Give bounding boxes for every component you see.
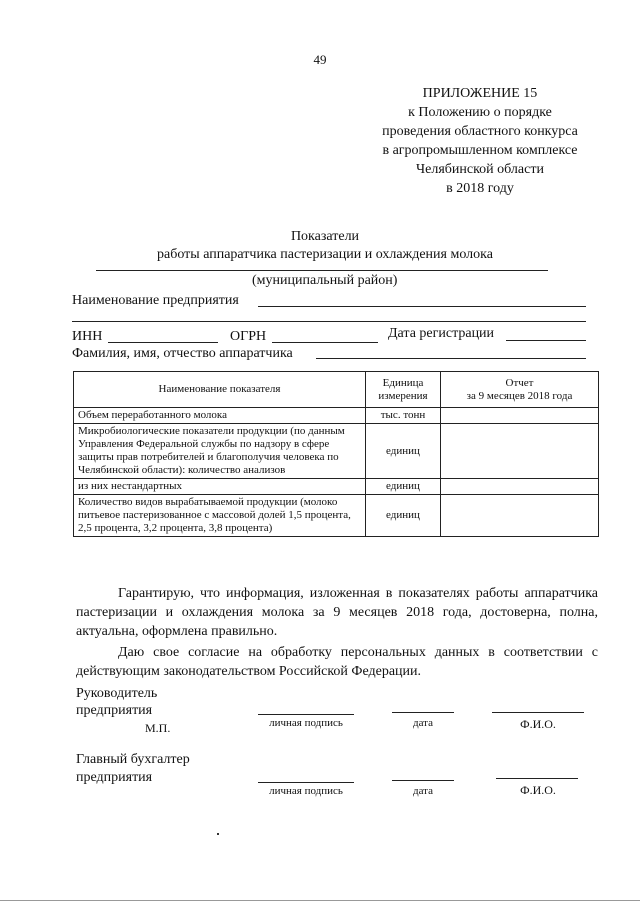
indicators-table	[73, 371, 599, 537]
district-field[interactable]	[96, 270, 548, 271]
accountant-name-line[interactable]	[496, 778, 578, 779]
appendix-line: в агропромышленном комплексе	[382, 143, 578, 158]
accountant-signature-caption: личная подпись	[269, 785, 343, 797]
row-indicator-name: Микробиологические показатели продукции (по данным Управления Федеральной службы по надзору в сфере защиты прав потребителей и благополучия человека по Челябинской области): количество анализов	[74, 424, 366, 479]
row-unit: единиц	[366, 479, 441, 495]
head-signature-line[interactable]	[258, 714, 354, 715]
head-role-line-1: Руководитель	[76, 686, 158, 701]
ogrn-field[interactable]	[272, 342, 378, 343]
appendix-line: к Положению о порядке	[408, 105, 552, 120]
appendix-line: Челябинской области	[416, 162, 544, 177]
operator-name-label: Фамилия, имя, отчество аппаратчика	[72, 346, 293, 361]
row-unit: тыс. тонн	[366, 408, 441, 424]
registration-date-field[interactable]	[506, 340, 586, 341]
head-date-caption: дата	[412, 717, 434, 729]
row-report-value[interactable]	[441, 479, 599, 495]
operator-name-field[interactable]	[316, 358, 586, 359]
head-signature-caption: личная подпись	[269, 717, 343, 729]
stamp-label: М.П.	[145, 721, 171, 735]
guarantee-paragraph: Гарантирую, что информация, изложенная в показателях работы аппаратчика пастеризации и охлаждения молока за 9 месяцев 2018 года, достоверна, полна, актуальна, оформлена правильно.	[76, 586, 598, 639]
accountant-signature-line[interactable]	[258, 782, 354, 783]
head-date-line[interactable]	[392, 712, 454, 713]
accountant-role-line-1: Главный бухгалтер	[76, 752, 190, 767]
row-report-value[interactable]	[441, 408, 599, 424]
appendix-header	[360, 84, 600, 198]
scan-edge	[0, 900, 640, 901]
header-report-line-1: Отчет	[505, 376, 534, 389]
inn-field[interactable]	[108, 342, 218, 343]
accountant-name-caption: Ф.И.О.	[520, 783, 556, 797]
accountant-date-caption: дата	[412, 785, 434, 797]
enterprise-label: Наименование предприятия	[72, 293, 239, 308]
enterprise-field-line-2[interactable]	[72, 321, 586, 322]
enterprise-field[interactable]	[258, 306, 586, 307]
row-report-value[interactable]	[441, 495, 599, 537]
table-row	[74, 479, 599, 495]
appendix-line: в 2018 году	[446, 181, 514, 196]
registration-date-label: Дата регистрации	[388, 326, 495, 341]
title-line-1: Показатели	[290, 229, 360, 244]
table-row	[74, 424, 599, 479]
head-role-line-2: предприятия	[76, 703, 153, 718]
consent-paragraph: Даю свое согласие на обработку персональных данных в соответствии с действующим законодательством Российской Федерации.	[76, 645, 598, 679]
row-unit: единиц	[366, 424, 441, 479]
scan-dot	[217, 833, 219, 835]
inn-label: ИНН	[72, 329, 103, 344]
header-report-line-2: за 9 месяцев 2018 года	[466, 389, 573, 402]
appendix-line: ПРИЛОЖЕНИЕ 15	[422, 86, 538, 101]
accountant-date-line[interactable]	[392, 780, 454, 781]
row-indicator-name: Количество видов вырабатываемой продукции (молоко питьевое пастеризованное с массовой долей 1,5 процента, 2,5 процента, 3,2 процента, 3,8 процента)	[74, 495, 366, 537]
head-name-caption: Ф.И.О.	[520, 717, 556, 731]
district-caption: (муниципальный район)	[252, 273, 398, 288]
header-indicator-name: Наименование показателя	[74, 372, 366, 408]
row-indicator-name: Объем переработанного молока	[74, 408, 366, 424]
row-report-value[interactable]	[441, 424, 599, 479]
header-report	[441, 372, 599, 408]
row-indicator-name: из них нестандартных	[74, 479, 366, 495]
table-row	[74, 408, 599, 424]
accountant-role-line-2: предприятия	[76, 770, 153, 785]
page-number: 49	[313, 52, 327, 67]
head-name-line[interactable]	[492, 712, 584, 713]
table-header-row	[74, 372, 599, 408]
table-row	[74, 495, 599, 537]
appendix-line: проведения областного конкурса	[382, 124, 578, 139]
row-unit: единиц	[366, 495, 441, 537]
ogrn-label: ОГРН	[230, 329, 267, 344]
title-line-2: работы аппаратчика пастеризации и охлаждения молока	[157, 247, 493, 262]
header-unit: Единица измерения	[366, 372, 441, 408]
document-title	[60, 228, 590, 264]
